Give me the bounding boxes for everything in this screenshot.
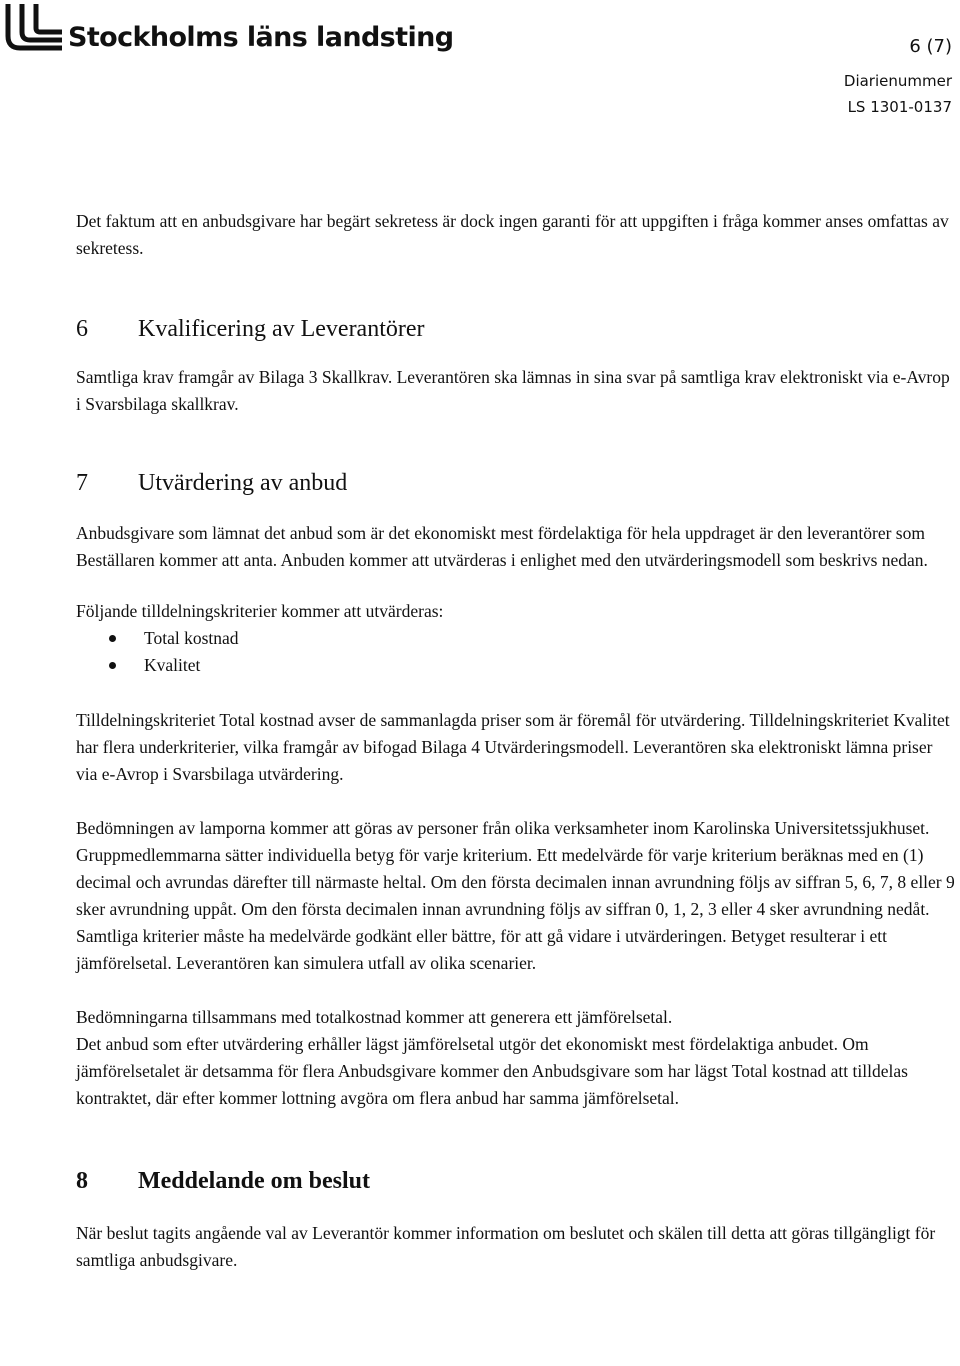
intro-paragraph: Det faktum att en anbudsgivare har begärt sekretess är dock ingen garanti för att uppgiften i fråga kommer anses omfattas av sekretess. [76,211,949,258]
section-8-title: Meddelande om beslut [138,1168,371,1194]
criteria-intro: Följande tilldelningskriterier kommer att utvärderas: [76,601,444,621]
section-8-heading [76,1166,956,1196]
section-6-number: 6 [76,316,88,342]
sll-logo-icon [4,2,64,58]
section-7-number: 7 [76,470,88,496]
section-7-paragraph-2: Tilldelningskriteriet Total kostnad avser de sammanlagda priser som är föremål för utvärdering. Tilldelningskriteriet Kvalitet har flera underkriterier, vilka framgår av bifogad Bilaga 4 Utvärderingsmodell. Leverantören ska elektroniskt lämna priser via e-Avrop i Svarsbilaga utvärdering. [76,710,950,784]
organization-logo [4,2,454,58]
section-7-title: Utvärdering av anbud [138,470,348,496]
diarienummer-label: Diarienummer [843,72,952,90]
section-8-number: 8 [76,1168,88,1194]
criteria-list [76,625,956,679]
page-number: 6 (7) [909,36,952,57]
section-7-paragraph-4a: Bedömningarna tillsammans med totalkostnad kommer att generera ett jämförelsetal. [76,1007,673,1027]
section-6-heading [76,314,956,344]
section-7-paragraph-4b: Det anbud som efter utvärdering erhåller lägst jämförelsetal utgör det ekonomiskt mest fördelaktiga anbudet. Om jämförelsetalet är detsamma för flera Anbudsgivare kommer den Anbudsgivare som har lägst Total kostnad att tilldelas kontraktet, där efter kommer lottning avgöra om flera anbud har samma jämförelsetal. [76,1034,908,1108]
section-7-heading [76,468,956,498]
list-item: Total kostnad [76,625,956,652]
diarienummer-value: LS 1301-0137 [847,98,952,116]
logo-text: Stockholms läns landsting [68,22,454,53]
section-7-paragraph-3: Bedömningen av lamporna kommer att göras av personer från olika verksamheter inom Karolinska Universitetssjukhuset. Gruppmedlemmarna sätter individuella betyg för varje kriterium. Ett medelvärde för varje kriterium beräknas med en (1) decimal och avrundas därefter till närmaste heltal. Om den första decimalen innan avrundning följs av siffran 5, 6, 7, 8 eller 9 sker avrundning uppåt. Om den första decimalen innan avrundning följs av siffran 0, 1, 2, 3 eller 4 sker avrundning nedåt. Samtliga kriterier måste ha medelvärde godkänt eller bättre, för att gå vidare i utvärderingen. Betyget resulterar i ett jämförelsetal. Leverantören kan simulera utfall av olika scenarier. [76,818,955,973]
section-6-paragraph: Samtliga krav framgår av Bilaga 3 Skallkrav. Leverantören ska lämnas in sina svar på samtliga krav elektroniskt via e-Avrop i Svarsbilaga skallkrav. [76,367,950,414]
document-body [76,208,956,1274]
section-7-paragraph-1: Anbudsgivare som lämnat det anbud som är det ekonomiskt mest fördelaktiga för hela uppdraget är den leverantörer som Beställaren kommer att anta. Anbuden kommer att utvärderas i enlighet med den utvärderingsmodell som beskrivs nedan. [76,523,928,570]
list-item: Kvalitet [76,652,956,679]
section-6-title: Kvalificering av Leverantörer [138,316,425,342]
section-8-paragraph: När beslut tagits angående val av Leverantör kommer information om beslutet och skälen till detta att göras tillgängligt för samtliga anbudsgivare. [76,1223,936,1270]
page-header [0,0,960,130]
